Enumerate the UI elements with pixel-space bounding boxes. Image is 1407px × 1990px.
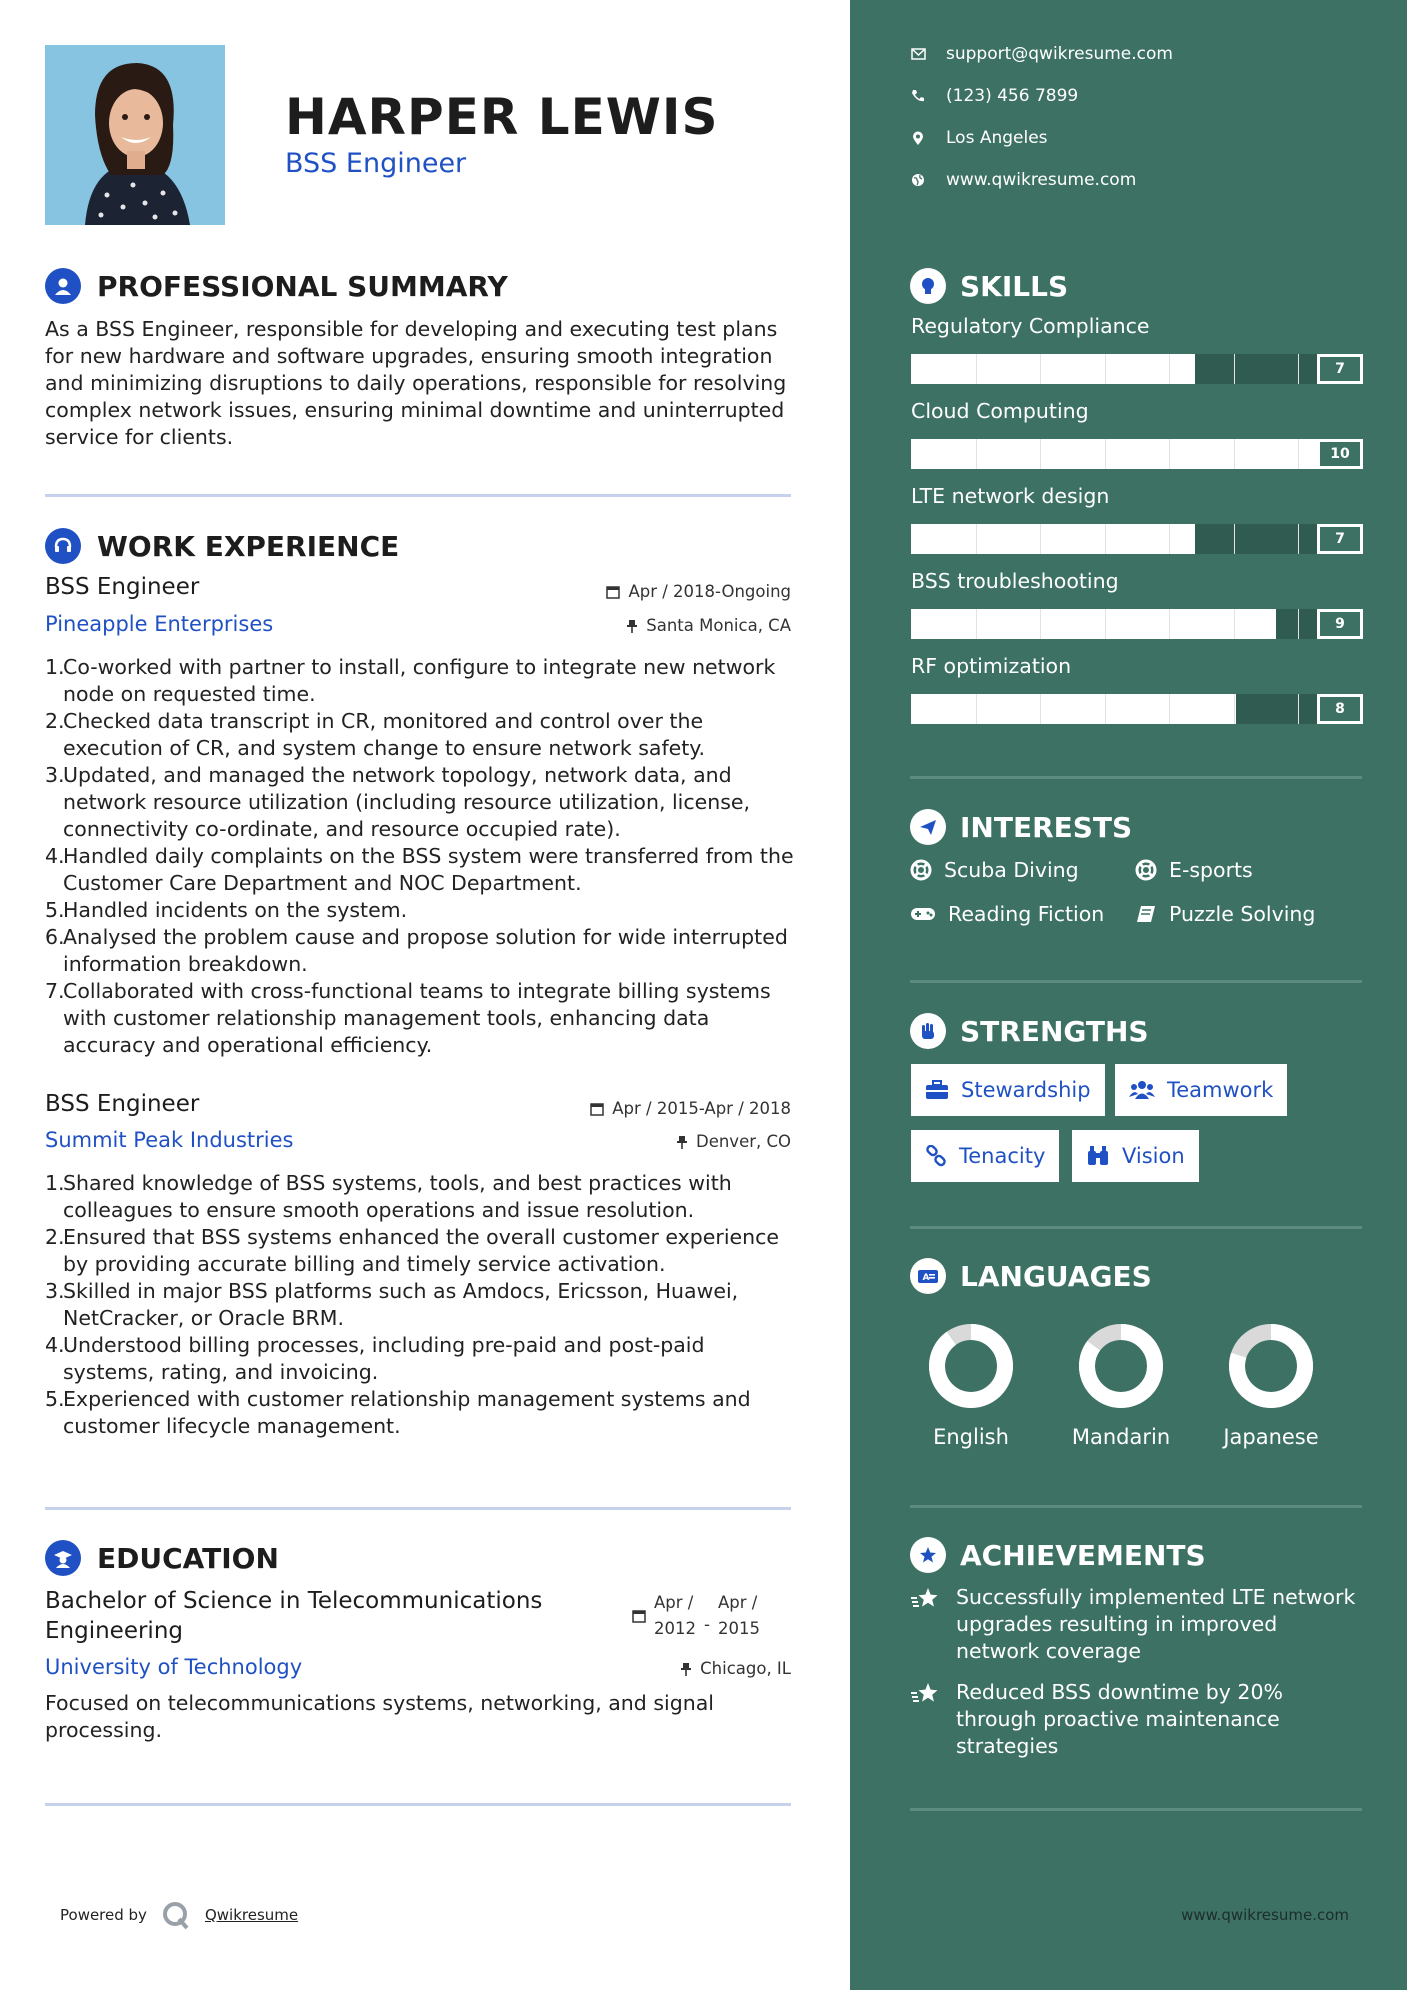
graduate-icon bbox=[45, 1540, 81, 1576]
footer-powered bbox=[60, 1900, 298, 1930]
skill-tick bbox=[1298, 694, 1299, 724]
skill-tick bbox=[1105, 694, 1106, 724]
achievements-title: ACHIEVEMENTS bbox=[960, 1538, 1206, 1572]
calendar-icon bbox=[632, 1609, 646, 1623]
map-marker-icon bbox=[910, 130, 926, 146]
duty-item: Updated, and managed the network topology, network data, and network resource utilization (including resource utilization, license, connectivity co-ordinate, and resource occupied rate). bbox=[63, 763, 751, 841]
summary-title: PROFESSIONAL SUMMARY bbox=[97, 269, 508, 303]
achievement-text: Reduced BSS downtime by 20% through proactive maintenance strategies bbox=[956, 1680, 1283, 1758]
star-badge-icon bbox=[910, 1537, 946, 1573]
skill-bar bbox=[911, 694, 1363, 724]
job-title: BSS Engineer bbox=[45, 574, 200, 600]
contact-phone[interactable] bbox=[910, 86, 1078, 106]
interest-item bbox=[910, 902, 1104, 926]
strength-chip bbox=[911, 1064, 1105, 1116]
skill-tick bbox=[1234, 609, 1235, 639]
school: University of Technology bbox=[45, 1655, 303, 1679]
skill-tick bbox=[976, 694, 977, 724]
skill-tick bbox=[1234, 354, 1235, 384]
envelope-icon bbox=[910, 46, 926, 62]
contact-location bbox=[910, 128, 1048, 148]
job-duties bbox=[45, 1170, 795, 1440]
interest-label: Scuba Diving bbox=[944, 858, 1079, 882]
candidate-role: BSS Engineer bbox=[285, 148, 467, 179]
interest-label: E-sports bbox=[1169, 858, 1253, 882]
translate-icon bbox=[910, 1258, 946, 1294]
skill-tick bbox=[1169, 609, 1170, 639]
duty-item: Checked data transcript in CR, monitored and control over the execution of CR, and system change to ensure network safety. bbox=[63, 709, 706, 760]
divider bbox=[910, 1505, 1362, 1508]
interests-title: INTERESTS bbox=[960, 810, 1133, 844]
lifebuoy-icon bbox=[1135, 859, 1157, 881]
languages-title: LANGUAGES bbox=[960, 1259, 1152, 1293]
paper-plane-icon bbox=[910, 809, 946, 845]
language-donut bbox=[896, 1320, 1046, 1416]
skill-tick bbox=[1234, 694, 1235, 724]
duty-item: Analysed the problem cause and propose solution for wide interrupted information breakdown. bbox=[63, 925, 788, 976]
gamepad-icon bbox=[910, 905, 936, 923]
skill-tick bbox=[1298, 524, 1299, 554]
achievement-item bbox=[910, 1679, 1366, 1760]
skill-label: Regulatory Compliance bbox=[911, 314, 1150, 338]
skill-level: 7 bbox=[1317, 524, 1363, 554]
skill-tick bbox=[1040, 524, 1041, 554]
job-location-text: Denver, CO bbox=[695, 1132, 791, 1151]
language-donut bbox=[1046, 1320, 1196, 1416]
skill-fill bbox=[911, 609, 1276, 639]
contact-website[interactable] bbox=[910, 170, 1136, 190]
job-location bbox=[626, 616, 791, 635]
skill-level: 9 bbox=[1317, 609, 1363, 639]
edu-start-month: Apr / bbox=[654, 1593, 694, 1612]
skill-tick bbox=[1169, 439, 1170, 469]
edu-end-year: 2015 bbox=[717, 1619, 760, 1638]
skill-tick bbox=[1234, 524, 1235, 554]
skill-tick bbox=[1105, 354, 1106, 384]
job-dates bbox=[590, 1099, 791, 1118]
duty-item: Ensured that BSS systems enhanced the overall customer experience by providing accurate billing and timely service activation. bbox=[63, 1225, 780, 1276]
language-donut bbox=[1196, 1320, 1346, 1416]
education-description: Focused on telecommunications systems, networking, and signal processing. bbox=[45, 1691, 714, 1742]
website-text: www.qwikresume.com bbox=[946, 170, 1137, 190]
skill-fill bbox=[911, 524, 1195, 554]
duty-item: Co-worked with partner to install, configure to integrate new network node on requested time. bbox=[63, 655, 776, 706]
email-text: support@qwikresume.com bbox=[946, 44, 1173, 64]
skill-tick bbox=[1298, 439, 1299, 469]
phone-text: (123) 456 7899 bbox=[946, 86, 1079, 106]
footer-site[interactable]: www.qwikresume.com bbox=[1181, 1906, 1349, 1924]
user-icon bbox=[45, 268, 81, 304]
skill-tick bbox=[976, 609, 977, 639]
star-icon bbox=[910, 1584, 942, 1665]
skill-tick bbox=[1169, 694, 1170, 724]
job-dates bbox=[606, 582, 791, 601]
duty-item: Experienced with customer relationship management systems and customer lifecycle management. bbox=[63, 1387, 751, 1438]
duty-item: Handled incidents on the system. bbox=[63, 898, 408, 922]
pin-icon bbox=[676, 1135, 688, 1149]
powered-by-text: Powered by bbox=[60, 1906, 147, 1924]
education-dates bbox=[632, 1590, 760, 1642]
skill-label: LTE network design bbox=[911, 484, 1110, 508]
headset-icon bbox=[45, 528, 81, 564]
skill-label: BSS troubleshooting bbox=[911, 569, 1119, 593]
duty-item: Skilled in major BSS platforms such as Amdocs, Ericsson, Huawei, NetCracker, or Oracle BRM. bbox=[63, 1279, 739, 1330]
strengths-heading bbox=[910, 1013, 1149, 1049]
skill-tick bbox=[1105, 524, 1106, 554]
skill-fill bbox=[911, 354, 1195, 384]
svg-text:A: A bbox=[922, 1273, 930, 1283]
skill-tick bbox=[976, 524, 977, 554]
education-location bbox=[680, 1659, 791, 1678]
star-icon bbox=[910, 1679, 942, 1760]
calendar-icon bbox=[606, 585, 620, 599]
skill-bar bbox=[911, 609, 1363, 639]
pin-icon bbox=[680, 1662, 692, 1676]
users-icon bbox=[1129, 1080, 1155, 1100]
skill-tick bbox=[1298, 609, 1299, 639]
pin-icon bbox=[626, 619, 638, 633]
language-label: Japanese bbox=[1223, 1425, 1319, 1449]
strength-label: Teamwork bbox=[1167, 1078, 1274, 1102]
skill-tick bbox=[1040, 439, 1041, 469]
interest-item bbox=[910, 858, 1079, 882]
interest-label: Puzzle Solving bbox=[1169, 902, 1316, 926]
lifebuoy-icon bbox=[910, 859, 932, 881]
divider bbox=[910, 776, 1362, 779]
job-location-text: Santa Monica, CA bbox=[646, 616, 791, 635]
link-icon bbox=[925, 1145, 947, 1167]
degree bbox=[45, 1586, 605, 1646]
skill-tick bbox=[1105, 439, 1106, 469]
strength-label: Tenacity bbox=[959, 1144, 1046, 1168]
skill-label: RF optimization bbox=[911, 654, 1072, 678]
skills-heading bbox=[910, 268, 1068, 304]
skills-title: SKILLS bbox=[960, 269, 1069, 303]
job-duties bbox=[45, 654, 795, 1059]
globe-icon bbox=[910, 172, 926, 188]
skill-tick bbox=[976, 354, 977, 384]
summary-heading bbox=[45, 268, 508, 304]
duty-item: Shared knowledge of BSS systems, tools, and best practices with colleagues to ensure smooth operations and issue resolution. bbox=[63, 1171, 732, 1222]
duty-item: Handled daily complaints on the BSS system were transferred from the Customer Care Department and NOC Department. bbox=[63, 844, 794, 895]
skill-tick bbox=[1298, 354, 1299, 384]
calendar-icon bbox=[590, 1102, 604, 1116]
job-company: Summit Peak Industries bbox=[45, 1128, 294, 1152]
skill-tick bbox=[1040, 354, 1041, 384]
contact-email[interactable] bbox=[910, 44, 1173, 64]
edu-date-dash: - bbox=[704, 1615, 710, 1634]
divider bbox=[45, 1803, 791, 1806]
experience-heading bbox=[45, 528, 399, 564]
interest-item bbox=[1135, 858, 1253, 882]
achievements-heading bbox=[910, 1537, 1206, 1573]
lightbulb-icon bbox=[910, 268, 946, 304]
divider bbox=[910, 1808, 1362, 1811]
skill-bar bbox=[911, 524, 1363, 554]
language-label: Mandarin bbox=[1071, 1425, 1171, 1449]
qwikresume-logo-icon bbox=[161, 1900, 191, 1930]
divider bbox=[910, 980, 1362, 983]
strength-chip bbox=[1072, 1130, 1199, 1182]
edu-start-year: 2012 bbox=[654, 1619, 696, 1638]
skill-bar bbox=[911, 354, 1363, 384]
degree-line: Bachelor of Science in Telecommunications bbox=[45, 1588, 543, 1614]
degree-line: Engineering bbox=[45, 1618, 183, 1644]
summary-text: As a BSS Engineer, responsible for developing and executing test plans for new hardware and software upgrades, ensuring smooth integration and minimizing disruptions to daily operations, responsible for resolving complex network issues, ensuring minimal downtime and uninterrupted service for clients. bbox=[45, 317, 787, 449]
briefcase-icon bbox=[925, 1080, 949, 1100]
skill-tick bbox=[1234, 439, 1235, 469]
skill-tick bbox=[1169, 524, 1170, 554]
duty-item: Collaborated with cross-functional teams to integrate billing systems with customer relationship management tools, enhancing data accuracy and operational efficiency. bbox=[63, 979, 771, 1057]
interest-item bbox=[1135, 902, 1315, 926]
interest-label: Reading Fiction bbox=[948, 902, 1105, 926]
skill-tick bbox=[1040, 609, 1041, 639]
skill-tick bbox=[1105, 609, 1106, 639]
strength-chip bbox=[1115, 1064, 1287, 1116]
skill-tick bbox=[976, 439, 977, 469]
interests-heading bbox=[910, 809, 1132, 845]
book-icon bbox=[1135, 904, 1157, 924]
strength-chip bbox=[911, 1130, 1059, 1182]
languages-heading bbox=[910, 1258, 1152, 1294]
brand-link[interactable]: Qwikresume bbox=[204, 1906, 299, 1924]
profile-photo bbox=[45, 45, 225, 225]
skill-fill bbox=[911, 694, 1236, 724]
experience-title: WORK EXPERIENCE bbox=[97, 529, 400, 563]
divider bbox=[45, 494, 791, 497]
strengths-title: STRENGTHS bbox=[960, 1014, 1149, 1048]
skill-label: Cloud Computing bbox=[911, 399, 1089, 423]
skill-tick bbox=[1040, 694, 1041, 724]
job-company: Pineapple Enterprises bbox=[45, 612, 274, 636]
duty-item: Understood billing processes, including pre-paid and post-paid systems, rating, and invoicing. bbox=[63, 1333, 705, 1384]
divider bbox=[910, 1226, 1362, 1229]
divider bbox=[45, 1507, 791, 1510]
strength-label: Vision bbox=[1122, 1144, 1185, 1168]
edu-end-month: Apr / bbox=[717, 1593, 758, 1612]
job-title: BSS Engineer bbox=[45, 1091, 200, 1117]
phone-icon bbox=[910, 88, 926, 104]
skill-level: 10 bbox=[1317, 439, 1363, 469]
skill-fill bbox=[911, 439, 1363, 469]
skill-tick bbox=[1169, 354, 1170, 384]
location-text: Los Angeles bbox=[946, 128, 1048, 148]
job-location bbox=[676, 1132, 791, 1151]
achievement-text: Successfully implemented LTE network upgrades resulting in improved network coverage bbox=[956, 1585, 1356, 1663]
strength-label: Stewardship bbox=[961, 1078, 1091, 1102]
education-location-text: Chicago, IL bbox=[700, 1659, 791, 1678]
hand-icon bbox=[910, 1013, 946, 1049]
candidate-name: HARPER LEWIS bbox=[285, 88, 719, 146]
education-title: EDUCATION bbox=[97, 1541, 279, 1575]
job-dates-text: Apr / 2015-Apr / 2018 bbox=[612, 1099, 791, 1118]
achievement-item bbox=[910, 1584, 1366, 1665]
education-heading bbox=[45, 1540, 279, 1576]
skill-bar bbox=[911, 439, 1363, 469]
binoculars-icon bbox=[1086, 1145, 1110, 1167]
job-dates-text: Apr / 2018-Ongoing bbox=[628, 582, 791, 601]
language-label: English bbox=[933, 1425, 1009, 1449]
skill-level: 7 bbox=[1317, 354, 1363, 384]
skill-level: 8 bbox=[1317, 694, 1363, 724]
